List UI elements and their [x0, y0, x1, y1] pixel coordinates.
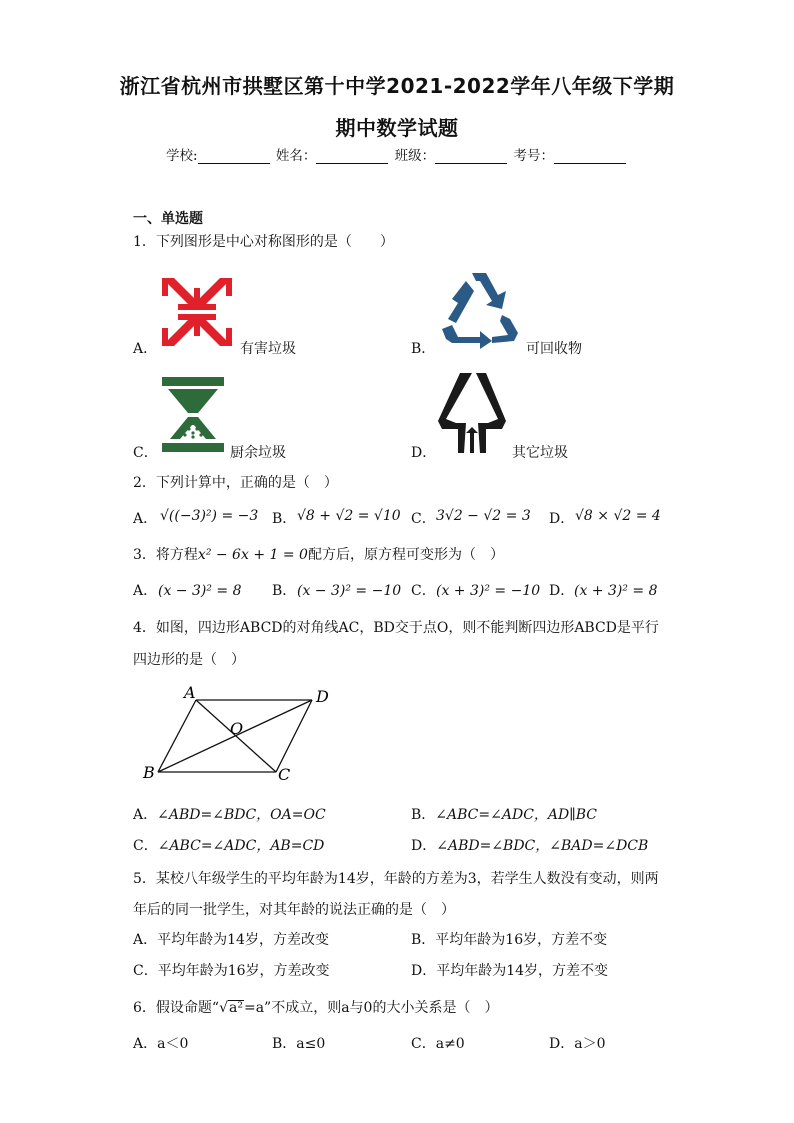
q2-option-d-letter[interactable]: D．: [549, 511, 575, 527]
q1-option-c-caption: 厨余垃圾: [230, 445, 286, 461]
q1-option-b-caption: 可回收物: [526, 341, 582, 357]
q3-option-b-formula: (x − 3)² = −10: [297, 583, 402, 599]
q2-option-a-letter[interactable]: A．: [133, 511, 158, 527]
q4-option-d-letter: D．: [411, 838, 437, 854]
q6-option-d-text: a＞0: [574, 1036, 606, 1052]
q4-option-b-letter: B．: [411, 807, 436, 823]
q5-stem-line-1: 5．某校八年级学生的平均年龄为14岁，年龄的方差为3，若学生人数没有变动，则两: [133, 871, 659, 887]
q1-option-a-caption: 有害垃圾: [240, 341, 296, 357]
q4-option-a-text: ∠ABD=∠BDC，OA=OC: [157, 807, 326, 823]
center-label-o: O: [230, 719, 244, 738]
school-field[interactable]: [198, 149, 270, 164]
q6-option-d-letter: D．: [549, 1036, 575, 1052]
class-field[interactable]: [435, 149, 507, 164]
q5-option-c-text: 平均年龄为16岁，方差改变: [157, 963, 330, 979]
parallelogram-figure: [138, 682, 338, 782]
q6-stem: [133, 1000, 498, 1015]
q2-option-d-formula: √8 × √2 = 4: [575, 508, 661, 524]
q3-stem-after: 配方后，原方程可变形为（ ）: [307, 547, 504, 563]
q6-option-d[interactable]: [549, 1037, 606, 1051]
hazardous-waste-icon: [160, 276, 234, 348]
q6-option-b-letter: B．: [272, 1036, 297, 1052]
vertex-label-d: D: [316, 687, 329, 706]
name-label: 姓名：: [275, 148, 317, 164]
q2-option-c-letter[interactable]: C．: [411, 511, 436, 527]
q6-option-c-text: a≠0: [435, 1036, 465, 1052]
q3-option-c-formula: (x + 3)² = −10: [436, 583, 541, 599]
q5-option-a-text: 平均年龄为14岁，方差改变: [157, 932, 329, 948]
q3-option-d-formula: (x + 3)² = 8: [574, 583, 658, 599]
vertex-label-c: C: [278, 765, 291, 782]
q2-option-c-formula: 3√2 − √2 = 3: [436, 508, 531, 524]
title-line-1: 浙江省杭州市拱墅区第十中学2021-2022学年八年级下学期: [119, 74, 675, 98]
id-label: 考号：: [513, 148, 554, 164]
q6-stem-after: ”不成立，则a与0的大小关系是（ ）: [264, 1000, 499, 1016]
q5-option-b-letter: B．: [411, 932, 436, 948]
title-line-2: 期中数学试题: [335, 116, 459, 140]
q6-radical: √a²=a: [219, 1000, 265, 1016]
q4-option-c[interactable]: [133, 839, 324, 853]
kitchen-waste-icon: [160, 377, 226, 452]
q6-option-c[interactable]: [411, 1037, 465, 1051]
q1-option-a-letter[interactable]: A．: [133, 341, 158, 357]
q3-equation: x² − 6x + 1 = 0: [197, 547, 308, 563]
q3-stem-before: 3．将方程: [133, 547, 198, 563]
q2-stem: 2．下列计算中，正确的是（ ）: [133, 475, 338, 491]
q4-option-a[interactable]: [133, 808, 326, 822]
q5-option-c-letter: C．: [133, 963, 158, 979]
q6-option-b-text: a≤0: [296, 1036, 326, 1052]
q4-option-c-letter: C．: [133, 838, 158, 854]
q5-option-d[interactable]: [411, 964, 608, 978]
q4-stem-line-2: 四边形的是（ ）: [133, 652, 245, 668]
q3-option-c-letter[interactable]: C．: [411, 583, 436, 599]
q5-stem-line-2: 年后的同一批学生，对其年龄的说法正确的是（ ）: [133, 902, 455, 918]
q5-option-d-letter: D．: [411, 963, 437, 979]
q5-option-a[interactable]: [133, 933, 329, 947]
q1-option-c-letter[interactable]: C．: [133, 445, 158, 461]
q3-option-a-formula: (x − 3)² = 8: [158, 583, 242, 599]
q3-option-a-letter[interactable]: A．: [133, 583, 158, 599]
q4-option-d-text: ∠ABD=∠BDC，∠BAD=∠DCB: [436, 838, 649, 854]
id-field[interactable]: [554, 149, 626, 164]
q4-option-d[interactable]: [411, 839, 648, 853]
student-info-line: [0, 144, 794, 164]
q5-option-b[interactable]: [411, 933, 607, 947]
recyclable-icon: [436, 267, 522, 349]
q3-stem: [133, 548, 504, 562]
q3-option-b-letter[interactable]: B．: [272, 583, 297, 599]
q3-option-d-letter[interactable]: D．: [549, 583, 575, 599]
q6-option-a-text: a＜0: [157, 1036, 189, 1052]
q1-option-b-letter[interactable]: B．: [411, 341, 436, 357]
q2-option-b-formula: √8 + √2 = √10: [297, 508, 401, 524]
q6-stem-before: 6．假设命题“: [133, 1000, 220, 1016]
q1-option-d-caption: 其它垃圾: [512, 445, 568, 461]
q4-option-c-text: ∠ABC=∠ADC，AB=CD: [157, 838, 325, 854]
q1-option-d-letter[interactable]: D．: [411, 445, 437, 461]
q6-option-b[interactable]: [272, 1037, 325, 1051]
q4-option-b-text: ∠ABC=∠ADC，AD∥BC: [435, 807, 597, 823]
section-heading: 一、单选题: [133, 211, 203, 227]
q2-option-b-letter[interactable]: B．: [272, 511, 297, 527]
q4-stem-line-1: 4．如图，四边形ABCD的对角线AC，BD交于点O，则不能判断四边形ABCD是平行: [133, 620, 659, 636]
q5-option-a-letter: A．: [133, 932, 158, 948]
q5-option-b-text: 平均年龄为16岁，方差不变: [435, 932, 608, 948]
q4-option-a-letter: A．: [133, 807, 158, 823]
q6-option-a-letter: A．: [133, 1036, 158, 1052]
q4-option-b[interactable]: [411, 808, 597, 822]
q5-option-c[interactable]: [133, 964, 330, 978]
q6-option-a[interactable]: [133, 1037, 188, 1051]
q1-stem: 1．下列图形是中心对称图形的是（ ）: [133, 234, 394, 250]
q5-option-d-text: 平均年龄为14岁，方差不变: [436, 963, 609, 979]
q2-option-a-formula: √((−3)²) = −3: [160, 508, 259, 524]
vertex-label-a: A: [184, 683, 196, 702]
vertex-label-b: B: [143, 763, 155, 782]
school-label: 学校:: [166, 148, 198, 164]
q6-option-c-letter: C．: [411, 1036, 436, 1052]
name-field[interactable]: [316, 149, 388, 164]
class-label: 班级：: [394, 148, 436, 164]
other-waste-icon: [436, 371, 508, 453]
